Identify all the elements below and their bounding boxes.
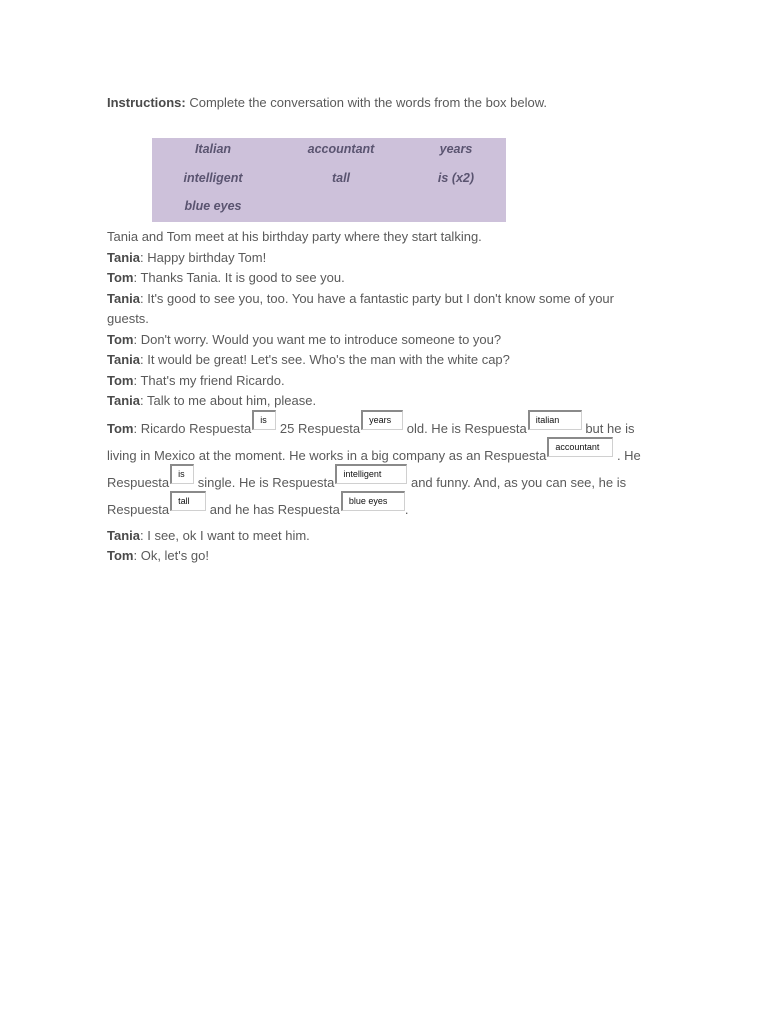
word-box-cell: is (x2) [437, 171, 475, 185]
fill-text: and he has [206, 501, 278, 517]
dialog-line [107, 391, 647, 412]
answer-field[interactable]: accountant [547, 437, 613, 457]
worksheet [107, 94, 647, 567]
line-text: : I see, ok I want to meet him. [140, 527, 310, 543]
instructions [107, 94, 647, 112]
word-box-cell: Italian [194, 142, 232, 156]
line-text: : It's good to see you, too. You have a fantastic party but I don't know some of your guests. [107, 290, 614, 326]
fill-text: 25 [276, 420, 298, 436]
fill-in-paragraph [107, 415, 647, 523]
line-text: : Talk to me about him, please. [140, 393, 317, 408]
fill-text: and funny. And, as you can see, he is [407, 474, 627, 490]
word-box-row [152, 167, 506, 195]
answer-field[interactable]: years [361, 410, 403, 430]
dialog [107, 227, 647, 567]
line-text: : That's my friend Ricardo. [133, 372, 285, 388]
answer-field[interactable]: blue eyes [341, 491, 405, 511]
speaker-name: Tania [107, 290, 140, 306]
respuesta-label: Respuesta [107, 501, 170, 517]
speaker-name: Tania [107, 249, 140, 265]
speaker-name: Tania [107, 527, 140, 543]
line-text: : Thanks Tania. It is good to see you. [133, 270, 345, 285]
word-box-cell: tall [331, 171, 351, 185]
instructions-text: Complete the conversation with the words from the box below. [185, 95, 548, 110]
fill-text: . [404, 501, 409, 517]
speaker-name: Tom [107, 331, 134, 347]
fill-text: but he is living in Mexico at the moment. He works in a big company as an [107, 420, 635, 463]
fill-text: single. He is [194, 474, 273, 490]
word-box [152, 138, 506, 222]
answer-field[interactable]: is [252, 410, 276, 430]
respuesta-label: Respuesta [484, 447, 547, 463]
speaker-name: Tom [107, 420, 134, 436]
dialog-line [107, 546, 647, 567]
answer-field[interactable]: is [170, 464, 194, 484]
speaker-name: Tom [107, 270, 134, 285]
intro-text: Tania and Tom meet at his birthday party where they start talking. [107, 229, 482, 244]
respuesta-label: Respuesta [107, 474, 170, 490]
fill-text: old. He is [403, 420, 465, 436]
speaker-name: Tania [107, 352, 140, 367]
word-box-cell: accountant [307, 142, 375, 156]
dialog-line [107, 289, 647, 330]
respuesta-label: Respuesta [297, 420, 361, 436]
speaker-name: Tom [107, 548, 134, 563]
respuesta-label: Respuesta [464, 420, 527, 436]
speaker-name: Tania [107, 393, 140, 408]
line-text: : Happy birthday Tom! [140, 249, 267, 265]
dialog-line [107, 350, 647, 371]
respuesta-label: Respuesta [272, 474, 335, 490]
dialog-line [107, 330, 647, 351]
fill-text: : Ricardo [133, 420, 190, 436]
instructions-label: Instructions: [107, 95, 186, 110]
answer-field[interactable]: intelligent [335, 464, 407, 484]
word-box-row [152, 138, 506, 166]
answer-field[interactable]: tall [170, 491, 206, 511]
word-box-cell: intelligent [183, 171, 243, 185]
dialog-line [107, 371, 647, 392]
dialog-line [107, 248, 647, 269]
respuesta-label: Respuesta [189, 420, 252, 436]
dialog-line [107, 526, 647, 547]
word-box-cell: blue eyes [184, 199, 242, 213]
respuesta-label: Respuesta [277, 501, 340, 517]
dialog-line [107, 268, 647, 289]
line-text: : It would be great! Let's see. Who's the man with the white cap? [140, 352, 510, 367]
word-box-cell: years [439, 142, 473, 156]
line-text: : Don't worry. Would you want me to introduce someone to you? [133, 331, 502, 347]
line-text: : Ok, let's go! [133, 548, 209, 563]
answer-field[interactable]: italian [528, 410, 582, 430]
word-box-row [152, 195, 506, 223]
speaker-name: Tom [107, 372, 134, 388]
fill-text: . He [613, 447, 641, 463]
